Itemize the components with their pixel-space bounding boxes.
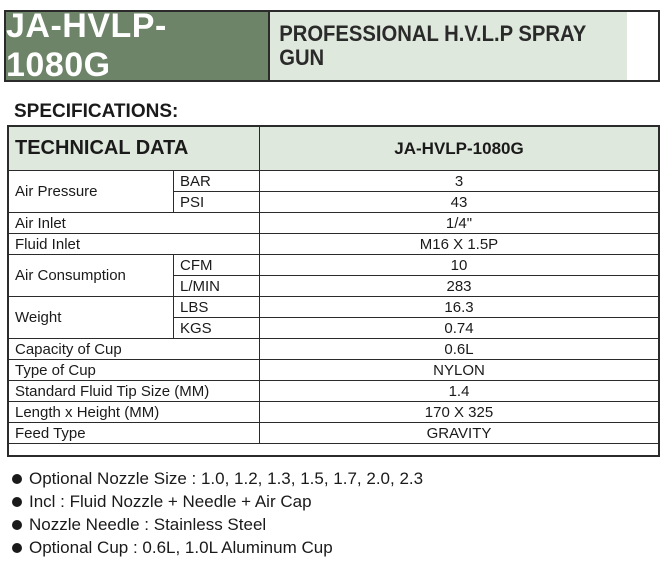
weight-unit-lbs: LBS [174, 297, 260, 318]
capacity-of-cup-value: 0.6L [260, 339, 659, 360]
length-height-value: 170 X 325 [260, 402, 659, 423]
notes-list [12, 467, 423, 559]
table-row [9, 297, 659, 318]
product-title: PROFESSIONAL H.V.L.P SPRAY GUN [270, 12, 627, 80]
table-row [9, 381, 659, 402]
bullet-icon [12, 474, 22, 484]
table-row [9, 213, 659, 234]
list-item [12, 467, 423, 490]
specifications-heading: SPECIFICATIONS: [14, 101, 179, 122]
table-header-row [9, 127, 659, 171]
product-header [4, 7, 660, 84]
list-item [12, 490, 423, 513]
note-text: Optional Nozzle Size : 1.0, 1.2, 1.3, 1.5, 1.7, 2.0, 2.3 [29, 468, 424, 488]
fluid-inlet-value: M16 X 1.5P [260, 234, 659, 255]
list-item [12, 513, 423, 536]
table-row [9, 423, 659, 444]
air-consumption-unit-cfm: CFM [174, 255, 260, 276]
feed-type-label: Feed Type [9, 423, 260, 444]
table-row [9, 171, 659, 192]
model-name: JA-HVLP-1080G [6, 12, 270, 80]
bullet-icon [12, 520, 22, 530]
weight-label: Weight [9, 297, 174, 339]
table-row [9, 402, 659, 423]
fluid-inlet-label: Fluid Inlet [9, 234, 260, 255]
table-row [9, 360, 659, 381]
feed-type-value: GRAVITY [260, 423, 659, 444]
weight-unit-kgs: KGS [174, 318, 260, 339]
capacity-of-cup-label: Capacity of Cup [9, 339, 260, 360]
air-pressure-unit-bar: BAR [174, 171, 260, 192]
list-item [12, 536, 423, 559]
note-text: Incl : Fluid Nozzle + Needle + Air Cap [29, 491, 312, 511]
table-row [9, 234, 659, 255]
air-pressure-unit-psi: PSI [174, 192, 260, 213]
note-text: Optional Cup : 0.6L, 1.0L Aluminum Cup [29, 537, 333, 557]
note-text: Nozzle Needle : Stainless Steel [29, 514, 267, 534]
weight-value-kgs: 0.74 [260, 318, 659, 339]
air-pressure-value-psi: 43 [260, 192, 659, 213]
fluid-tip-size-label: Standard Fluid Tip Size (MM) [9, 381, 260, 402]
fluid-tip-size-value: 1.4 [260, 381, 659, 402]
air-pressure-value-bar: 3 [260, 171, 659, 192]
air-inlet-value: 1/4" [260, 213, 659, 234]
model-column-header: JA-HVLP-1080G [260, 127, 659, 171]
technical-data-header: TECHNICAL DATA [9, 127, 260, 171]
air-consumption-unit-lmin: L/MIN [174, 276, 260, 297]
specifications-table [8, 126, 659, 444]
air-consumption-value-lmin: 283 [260, 276, 659, 297]
length-height-label: Length x Height (MM) [9, 402, 260, 423]
bullet-icon [12, 543, 22, 553]
table-row [9, 255, 659, 276]
weight-value-lbs: 16.3 [260, 297, 659, 318]
air-consumption-value-cfm: 10 [260, 255, 659, 276]
air-pressure-label: Air Pressure [9, 171, 174, 213]
type-of-cup-value: NYLON [260, 360, 659, 381]
type-of-cup-label: Type of Cup [9, 360, 260, 381]
table-row [9, 339, 659, 360]
bullet-icon [12, 497, 22, 507]
air-inlet-label: Air Inlet [9, 213, 260, 234]
air-consumption-label: Air Consumption [9, 255, 174, 297]
